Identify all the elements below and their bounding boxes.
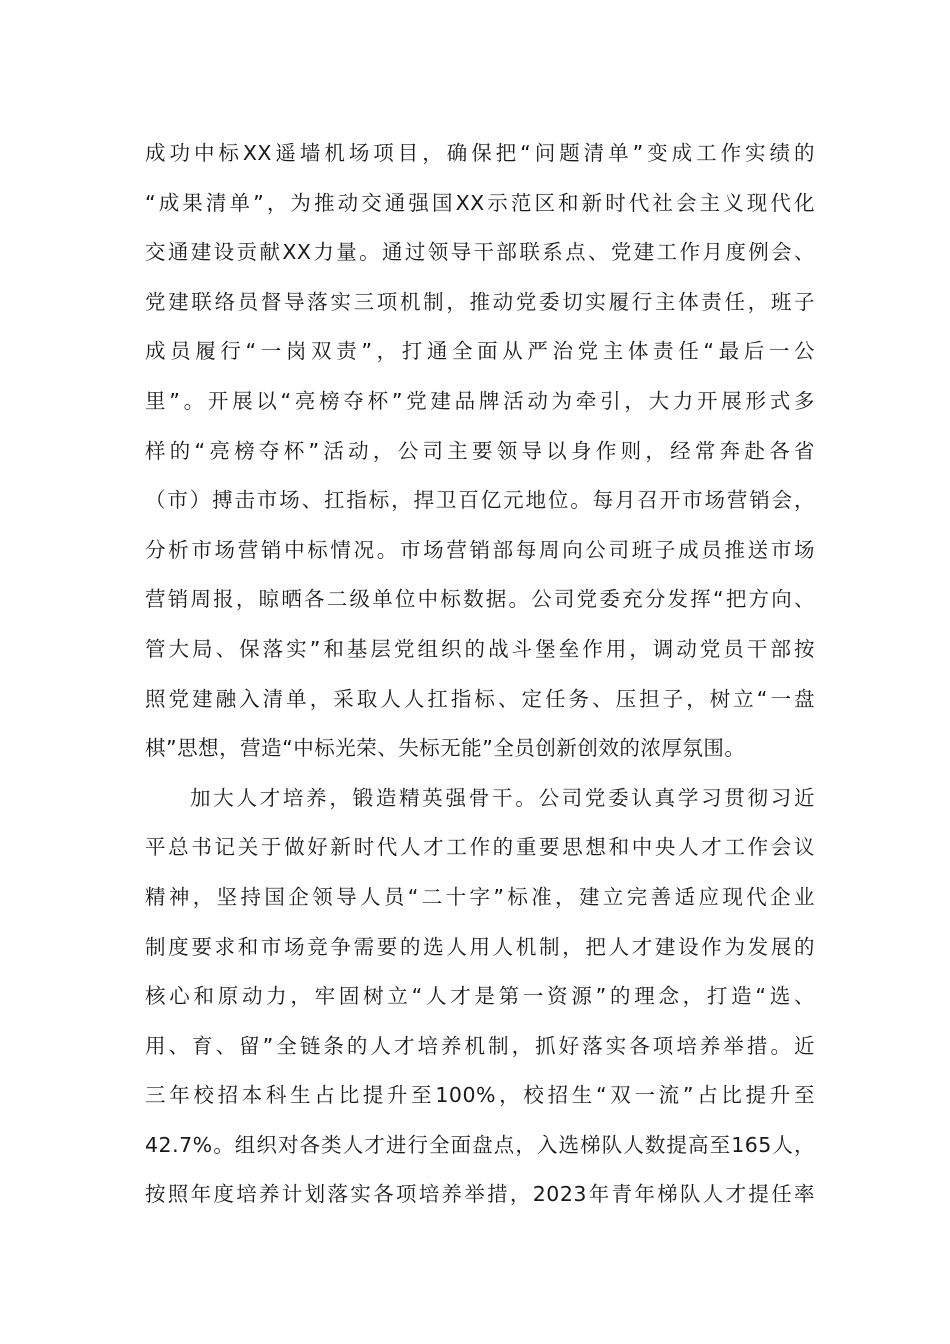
paragraph-line: 平总书记关于做好新时代人才工作的重要思想和中央人才工作会议 [145, 835, 815, 860]
paragraph-line: （市）搏击市场、扛指标，捍卫百亿元地位。每月召开市场营销会， [145, 488, 815, 513]
paragraph-line: 营销周报，晾晒各二级单位中标数据。公司党委充分发挥“把方向、 [145, 587, 815, 612]
paragraph-line: 样的“亮榜夺杯”活动，公司主要领导以身作则，经常奔赴各省 [145, 438, 815, 463]
paragraph-line: 里”。开展以“亮榜夺杯”党建品牌活动为牵引，大力开展形式多 [145, 388, 815, 413]
paragraph-line: 三年校招本科生占比提升至100%，校招生“双一流”占比提升至 [145, 1083, 815, 1108]
paragraph-line: 照党建融入清单，采取人人扛指标、定任务、压担子，树立“一盘 [145, 686, 815, 711]
paragraph-line: 核心和原动力，牢固树立“人才是第一资源”的理念，打造“选、 [145, 984, 815, 1009]
paragraph-line: 用、育、留”全链条的人才培养机制，抓好落实各项培养举措。近 [145, 1033, 815, 1058]
paragraph-line: 按照年度培养计划落实各项培养举措，2023年青年梯队人才提任率 [145, 1182, 815, 1207]
paragraph-line: 精神，坚持国企领导人员“二十字”标准，建立完善适应现代企业 [145, 884, 815, 909]
paragraph-line: 分析市场营销中标情况。市场营销部每周向公司班子成员推送市场 [145, 537, 815, 562]
paragraph-line: 党建联络员督导落实三项机制，推动党委切实履行主体责任，班子 [145, 289, 815, 314]
document-body [145, 129, 815, 1220]
paragraph-line: 加大人才培养，锻造精英强骨干。公司党委认真学习贯彻习近 [190, 785, 815, 810]
paragraph-line: 成功中标XX遥墙机场项目，确保把“问题清单”变成工作实绩的 [145, 141, 815, 165]
paragraph-line: 成员履行“一岗双责”，打通全面从严治党主体责任“最后一公 [145, 339, 815, 364]
paragraph-line: 棋”思想，营造“中标光荣、失标无能”全员创新创效的浓厚氛围。 [145, 736, 746, 761]
paragraph-line: 交通建设贡献XX力量。通过领导干部联系点、党建工作月度例会、 [145, 240, 815, 265]
paragraph-line: 管大局、保落实”和基层党组织的战斗堡垒作用，调动党员干部按 [145, 636, 815, 661]
paragraph-line: “成果清单”，为推动交通强国XX示范区和新时代社会主义现代化 [145, 190, 815, 215]
paragraph-line: 42.7%。组织对各类人才进行全面盘点，入选梯队人数提高至165人， [145, 1132, 815, 1157]
paragraph-line: 制度要求和市场竞争需要的选人用人机制，把人才建设作为发展的 [145, 934, 815, 959]
